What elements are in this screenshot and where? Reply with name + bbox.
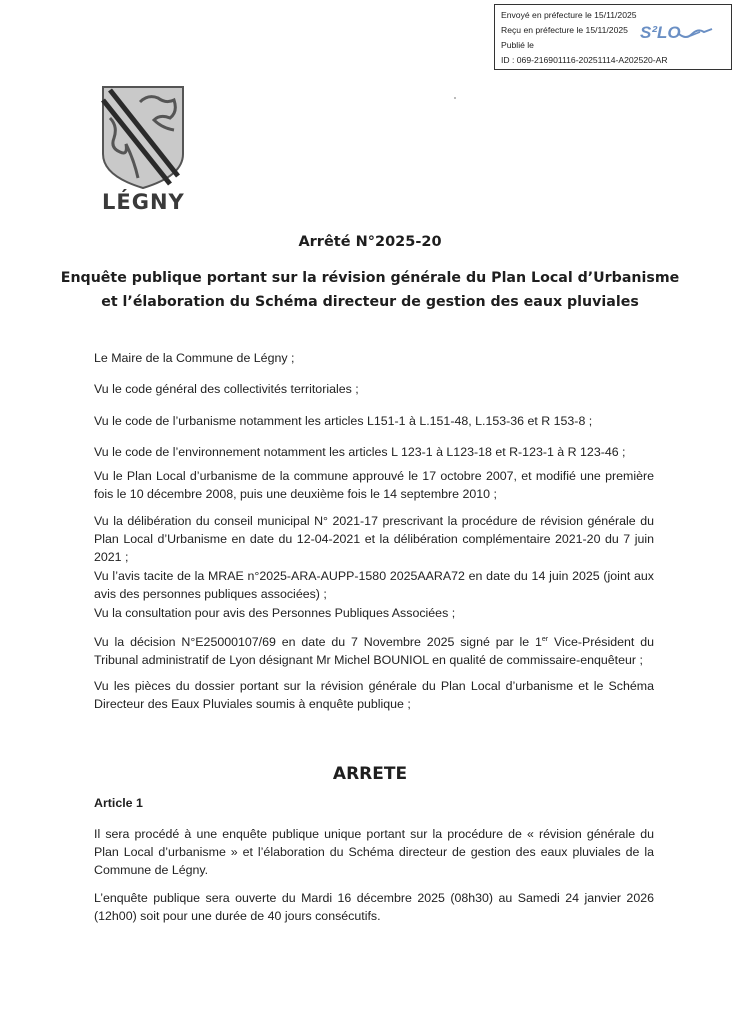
preamble-environnement: Vu le code de l’environnement notamment les articles L 123-1 à L123-18 et R-123-1 à R 123-46 ; (94, 445, 626, 459)
prefecture-stamp (494, 4, 732, 70)
s2lo-text: S²LO (640, 23, 681, 42)
article1-para2: L’enquête publique sera ouverte du Mardi 16 décembre 2025 (08h30) au Samedi 24 janvier 2026 (12h00) soit pour une durée de 40 jours consécutifs. (94, 891, 654, 923)
preamble-cgct: Vu le code général des collectivités territoriales ; (94, 382, 359, 396)
preamble-dossier: Vu les pièces du dossier portant sur la révision générale du Plan Local d’urbanisme et le Schéma Directeur des Eaux Pluviales soumis à enquête publique ; (94, 679, 654, 711)
preamble-mayor: Le Maire de la Commune de Légny ; (94, 351, 295, 365)
stamp-sent: Envoyé en préfecture le 15/11/2025 (501, 10, 637, 20)
coat-of-arms-logo (100, 84, 186, 190)
commune-name: LÉGNY (102, 190, 185, 214)
article1-para1: Il sera procédé à une enquête publique unique portant sur la procédure de « révision générale du Plan Local d’urbanisme » et l’élaboration du Schéma directeur de gestion des eaux pluviales de la Commune de Légny. (94, 827, 654, 877)
s2lo-swoosh-icon (678, 27, 714, 41)
article1-heading: Article 1 (94, 796, 143, 810)
decision-text-before: Vu la décision N°E25000107/69 en date du 7 Novembre 2025 signé par le 1 (94, 635, 542, 650)
preamble-urbanisme: Vu le code de l’urbanisme notamment les articles L151-1 à L.151-48, L.153-36 et R 153-8 ; (94, 414, 593, 428)
stamp-published: Publié le (501, 40, 534, 50)
decree-subject-line2: et l’élaboration du Schéma directeur de gestion des eaux pluviales (101, 294, 639, 310)
decree-number: Arrêté N°2025-20 (298, 234, 442, 250)
arrete-heading: ARRETE (332, 764, 408, 784)
preamble-plu: Vu le Plan Local d’urbanisme de la commune approuvé le 17 octobre 2007, et modifié une première fois le 10 décembre 2008, puis une deuxième fois le 14 septembre 2010 ; (94, 469, 654, 501)
preamble-mrae: Vu l’avis tacite de la MRAE n°2025-ARA-AUPP-1580 2025AARA72 en date du 14 juin 2025 (joint aux avis des personnes publiques associées) ; (94, 569, 654, 601)
decree-subject-line1: Enquête publique portant sur la révision générale du Plan Local d’Urbanisme (60, 270, 680, 286)
stamp-received: Reçu en préfecture le 15/11/2025 (501, 25, 628, 35)
stamp-id: ID : 069-216901116-20251114-A202520-AR (501, 55, 668, 65)
decision-ordinal: er (541, 636, 549, 643)
s2lo-logo (640, 23, 681, 43)
preamble-deliberation: Vu la délibération du conseil municipal N° 2021-17 prescrivant la procédure de révision générale du Plan Local d’Urbanisme en date du 12-04-2021 et la délibération complémentaire 2021-20 du 7 juin 2021 ; (94, 514, 654, 564)
preamble-ppa: Vu la consultation pour avis des Personnes Publiques Associées ; (94, 606, 456, 620)
preamble-decision (94, 631, 654, 669)
scan-speck (454, 97, 456, 99)
decision-text-after: Vice-Président du Tribunal administratif de Lyon désignant Mr Michel BOUNIOL en qualité de commissaire-enquêteur ; (94, 635, 654, 668)
